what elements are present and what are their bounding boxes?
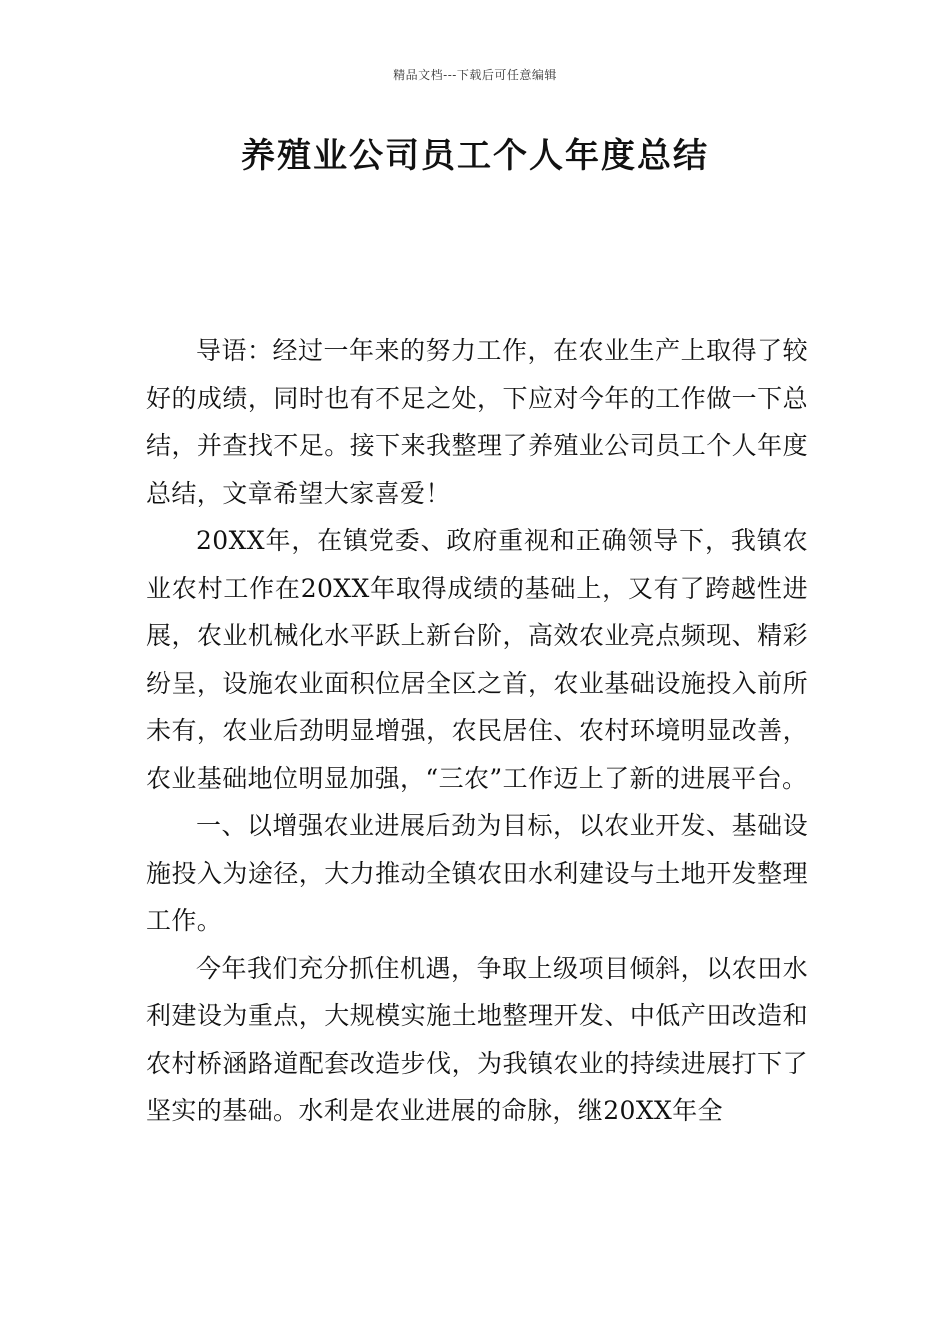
document-body xyxy=(146,327,808,1135)
paragraph-section-one-body: 今年我们充分抓住机遇，争取上级项目倾斜，以农田水利建设为重点，大规模实施土地整理开发、中低产田改造和农村桥涵路道配套改造步伐，为我镇农业的持续进展打下了坚实的基础。水利是农业进展的命脉，继20XX年全 xyxy=(146,953,808,1125)
paragraph-intro: 导语：经过一年来的努力工作，在农业生产上取得了较好的成绩，同时也有不足之处，下应对今年的工作做一下总结，并查找不足。接下来我整理了养殖业公司员工个人年度总结，文章希望大家喜爱！ xyxy=(146,336,808,508)
header-note: 精品文档---下载后可任意编辑 xyxy=(393,68,557,82)
paragraph-overview: 20XX年，在镇党委、政府重视和正确领导下，我镇农业农村工作在20XX年取得成绩的基础上，又有了跨越性进展，农业机械化水平跃上新台阶，高效农业亮点频现、精彩纷呈，设施农业面积位居全区之首，农业基础设施投入前所未有，农业后劲明显增强，农民居住、农村环境明显改善，农业基础地位明显加强，“三农”工作迈上了新的进展平台。 xyxy=(146,526,808,793)
document-title: 养殖业公司员工个人年度总结 xyxy=(241,136,709,176)
paragraph-section-one-heading: 一、以增强农业进展后劲为目标，以农业开发、基础设施投入为途径，大力推动全镇农田水利建设与土地开发整理工作。 xyxy=(146,811,808,935)
